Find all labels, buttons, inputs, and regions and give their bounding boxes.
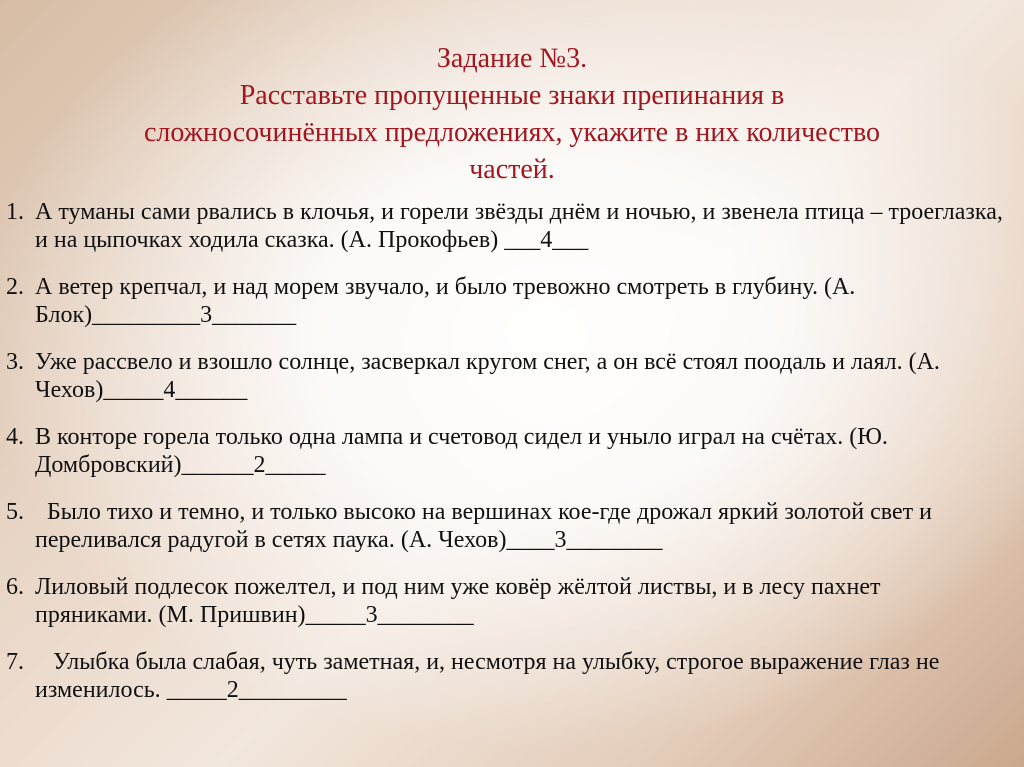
sentence-item-2	[0, 273, 1024, 329]
item-number: 3.	[6, 349, 24, 375]
answer-blank: ______2_____	[181, 452, 326, 478]
task-instruction-line-2: сложносочинённых предложениях, укажите в них количество	[144, 117, 880, 148]
sentence-text: А туманы сами рвались в клочья, и горели звёзды днём и ночью, и звенела птица – троеглазка, и на цыпочках ходила сказка. (А. Прокофьев)	[35, 199, 1003, 253]
sentence-item-5	[0, 498, 1024, 554]
answer-blank: _____4______	[103, 377, 248, 403]
answer-blank: ____3________	[506, 527, 663, 553]
sentence-text: В конторе горела только одна лампа и счетовод сидел и уныло играл на счётах. (Ю. Домбровский)	[35, 424, 888, 478]
item-number: 7.	[6, 649, 24, 675]
item-number: 6.	[6, 574, 24, 600]
sentence-text: А ветер крепчал, и над морем звучало, и было тревожно смотреть в глубину. (А. Блок)	[35, 274, 856, 328]
task-instruction-line-1: Расставьте пропущенные знаки препинания в	[239, 80, 785, 111]
task-instruction-line-3: частей.	[469, 154, 555, 185]
item-number: 2.	[6, 274, 24, 300]
sentence-item-6	[0, 573, 1024, 629]
sentence-list	[0, 198, 1024, 723]
item-number: 1.	[6, 199, 24, 225]
answer-blank: _____2_________	[166, 677, 347, 703]
sentence-text: Лиловый подлесок пожелтел, и под ним уже ковёр жёлтой листвы, и в лесу пахнет пряниками. (М. Пришвин)	[35, 574, 881, 628]
sentence-item-1	[0, 198, 1024, 254]
sentence-item-4	[0, 423, 1024, 479]
task-title	[20, 40, 1004, 188]
answer-blank: _____3________	[305, 602, 474, 628]
item-number: 5.	[6, 499, 24, 525]
sentence-item-7	[0, 648, 1024, 704]
task-number: Задание №3.	[436, 43, 588, 74]
item-number: 4.	[6, 424, 24, 450]
sentence-text: Уже рассвело и взошло солнце, засверкал кругом снег, а он всё стоял поодаль и лаял. (А. Чехов)	[35, 349, 940, 403]
answer-blank: ___4___	[504, 227, 589, 253]
sentence-item-3	[0, 348, 1024, 404]
sentence-text: Было тихо и темно, и только высоко на вершинах кое-где дрожал яркий золотой свет и переливался радугой в сетях паука. (А. Чехов)	[35, 499, 938, 553]
sentence-text: Улыбка была слабая, чуть заметная, и, несмотря на улыбку, строгое выражение глаз не изменилось.	[35, 649, 946, 703]
answer-blank: _________3_______	[92, 302, 297, 328]
